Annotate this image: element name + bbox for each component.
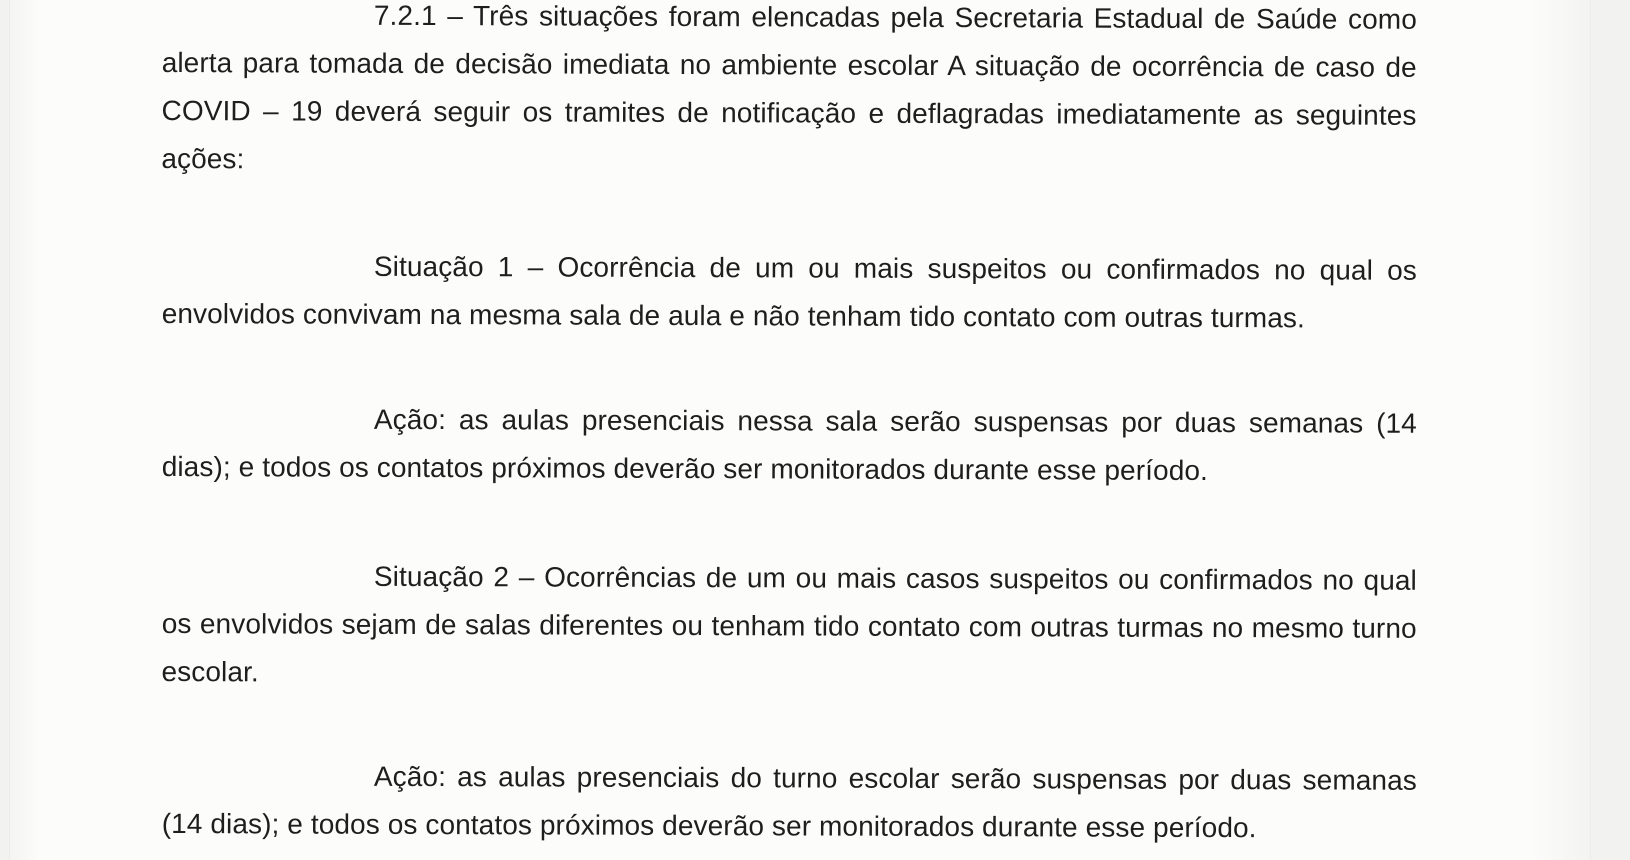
paragraph-acao-2: Ação: as aulas presenciais do turno escolar serão suspensas por duas semanas (14 dias); e todos os contatos próximos deverão ser monitorados durante esse período. [161,760,1417,844]
page-left-edge [10,0,40,860]
paragraph-intro-7-2-1: 7.2.1 – Três situações foram elencadas pela Secretaria Estadual de Saúde como alerta para tomada de decisão imediata no ambiente escolar A situação de ocorrência de caso de COVID – 19 deverá seguir os tramites de notificação e deflagradas imediatamente as seguintes ações: [161,0,1417,175]
paragraph-situacao-2: Situação 2 – Ocorrências de um ou mais casos suspeitos ou confirmados no qual os envolvidos sejam de salas diferentes ou tenham tido contato com outras turmas no mesmo turno escolar. [161,560,1417,688]
paragraph-situacao-1: Situação 1 – Ocorrência de um ou mais suspeitos ou confirmados no qual os envolvidos convivam na mesma sala de aula e não tenham tido contato com outras turmas. [161,250,1417,334]
paragraph-acao-1: Ação: as aulas presenciais nessa sala serão suspensas por duas semanas (14 dias); e todos os contatos próximos deverão ser monitorados durante esse período. [161,403,1417,487]
document-page [10,0,1590,860]
page-right-edge [1530,0,1590,860]
